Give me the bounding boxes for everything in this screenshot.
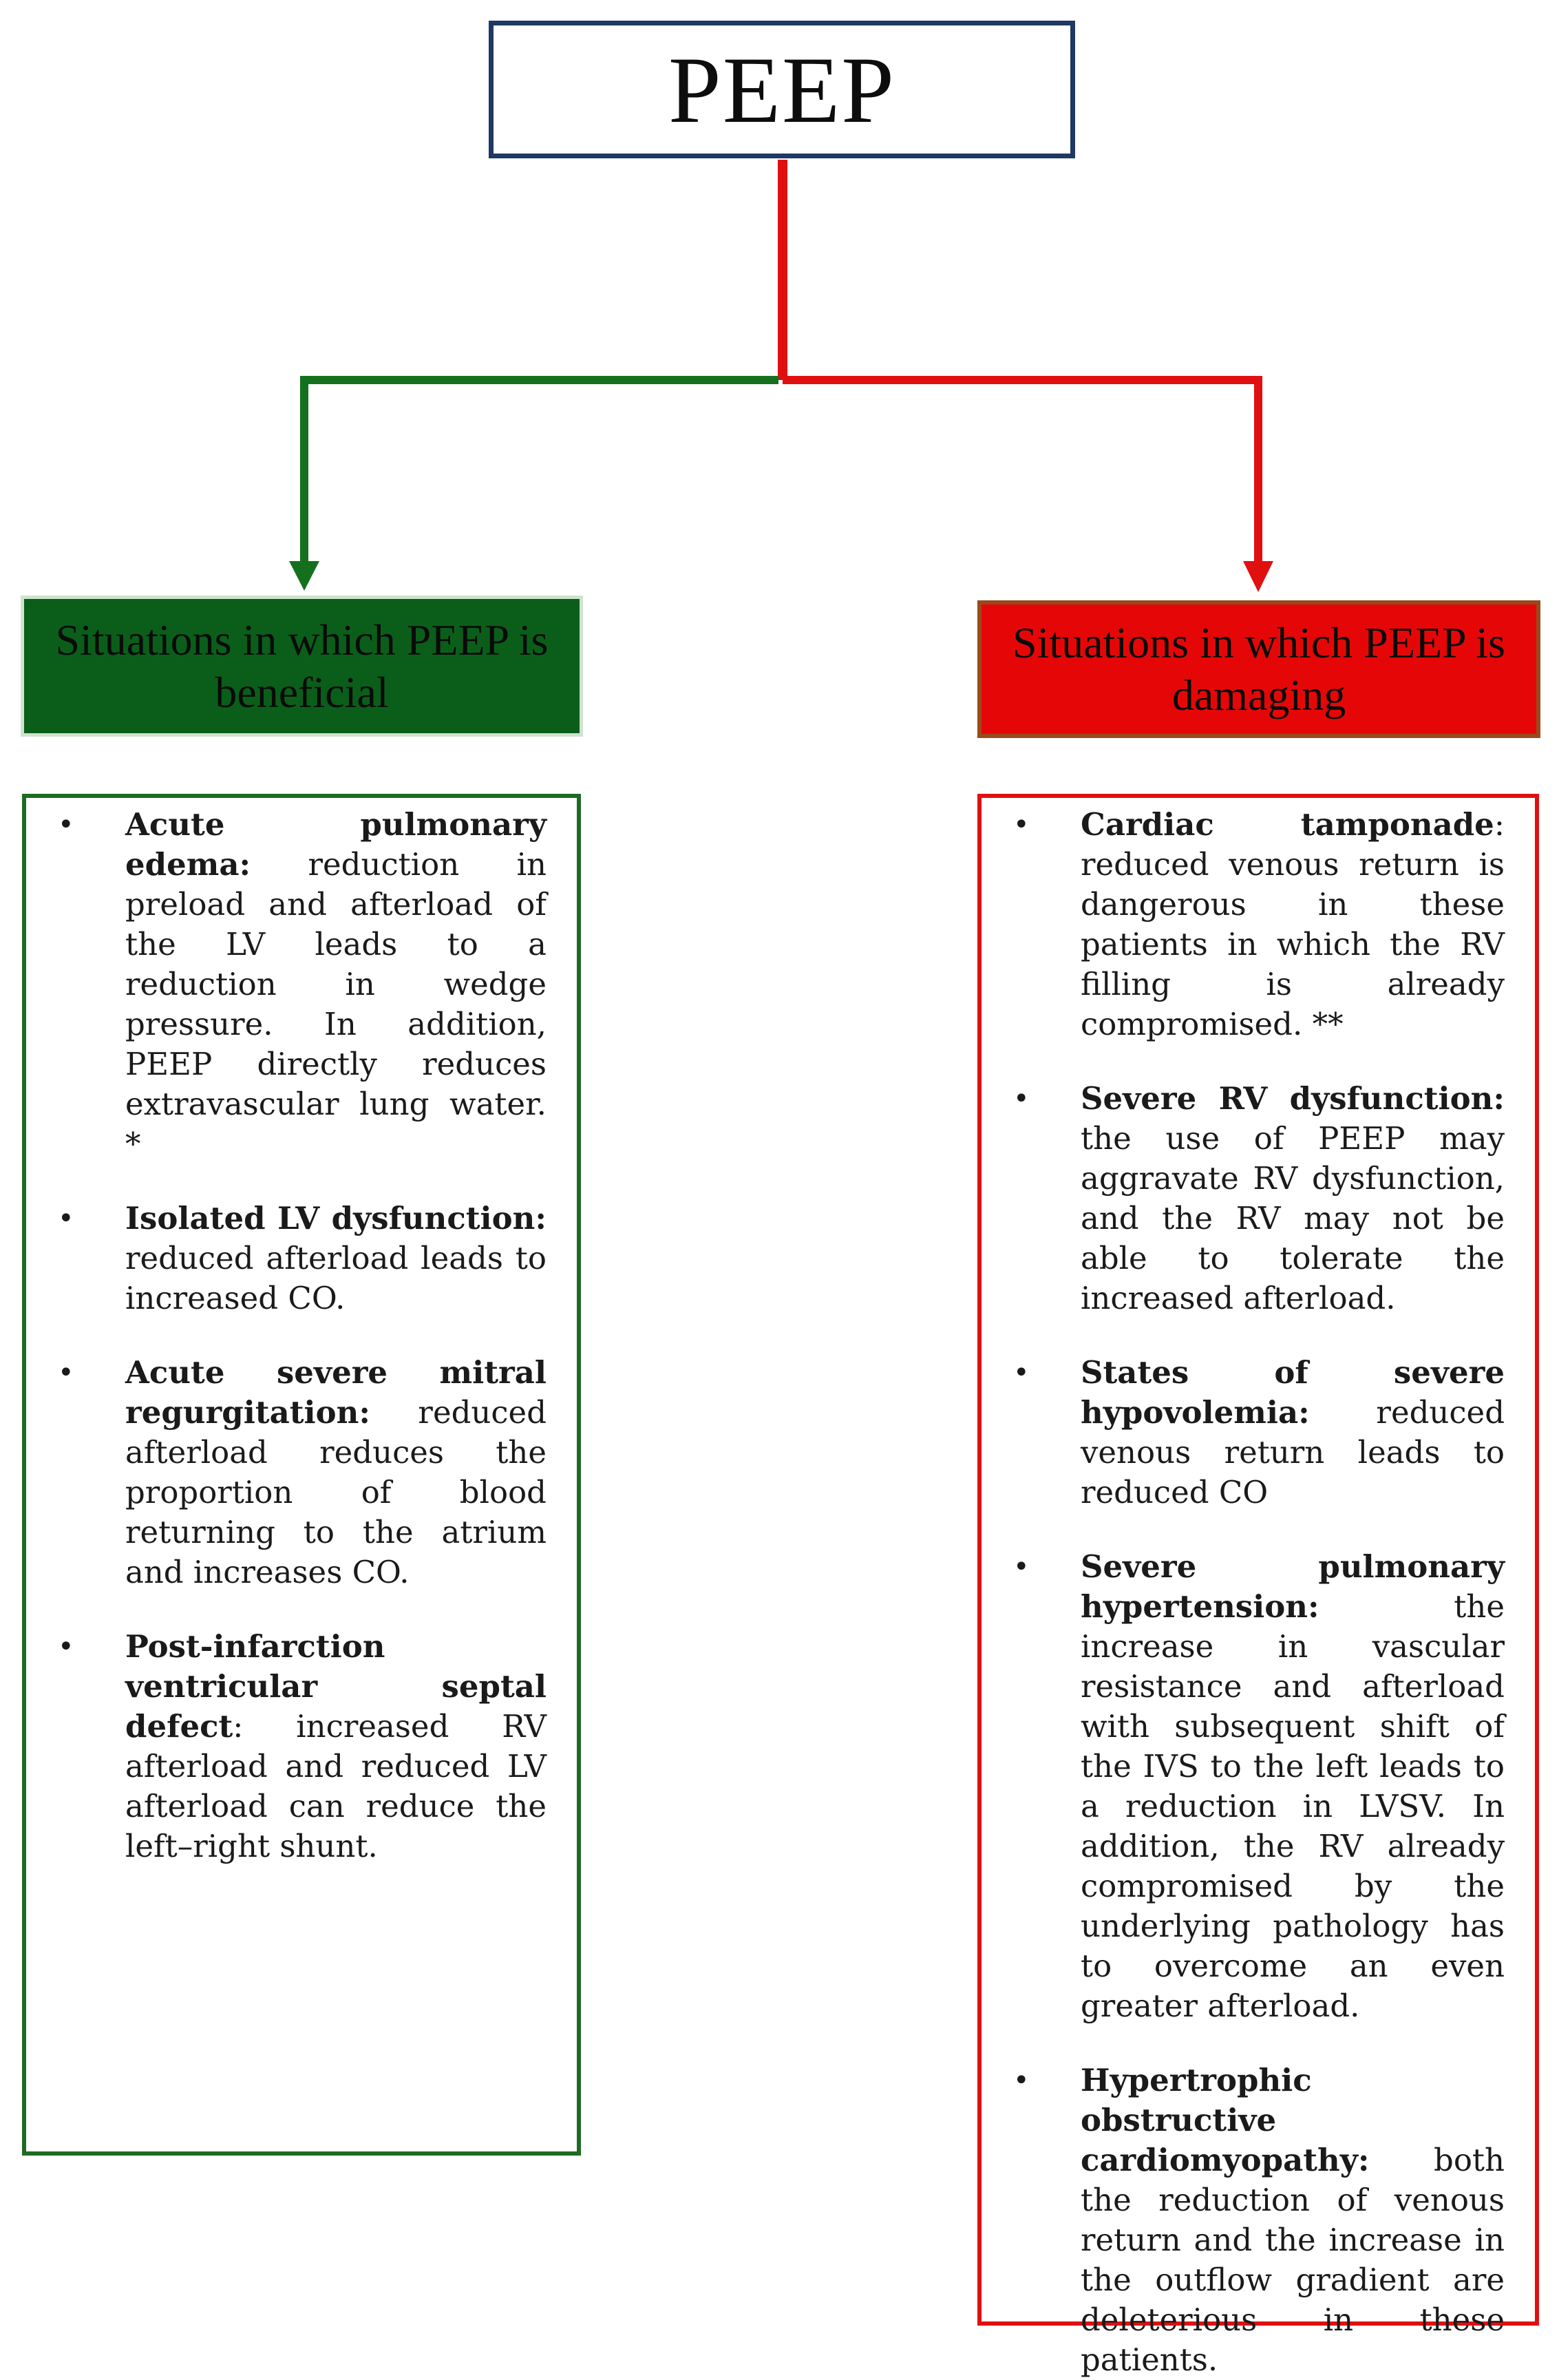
damaging-arrowhead: [1243, 561, 1273, 592]
damaging-panel: [977, 794, 1539, 2378]
bullet-icon: •: [1013, 809, 1030, 841]
beneficial-header-text: Situations in which PEEP is beneficial: [55, 615, 549, 717]
beneficial-branch-line: [304, 380, 778, 565]
damaging-branch-line: [783, 380, 1258, 565]
list-item: • Acute severe mitral regurgitation: reduced afterload reduces the proportion of blood returning to the atrium and increases CO.: [58, 1354, 547, 1590]
list-item: • Acute pulmonary edema: reduction in preload and afterload of the LV leads to a reduction in wedge pressure. In addition, PEEP directly reduces extravascular lung water. *: [58, 806, 547, 1162]
bullet-icon: •: [1013, 1551, 1030, 1583]
damaging-header: [977, 600, 1540, 738]
bullet-icon: •: [1013, 1357, 1030, 1389]
list-item: • Hypertrophic obstructive cardiomyopathy: both the reduction of venous return and the increase in the outflow gradient are deleterious in these patients.: [1013, 2062, 1505, 2378]
list-item: • Severe pulmonary hypertension: the increase in vascular resistance and afterload with subsequent shift of the IVS to the left leads to a reduction in LVSV. In addition, the RV already compromised by the underlying pathology has to overcome an even greater afterload.: [1013, 1548, 1505, 2024]
list-item: • Severe RV dysfunction: the use of PEEP may aggravate RV dysfunction, and the RV may not be able to tolerate the increased afterload.: [1013, 1080, 1505, 1316]
list-item: • Isolated LV dysfunction: reduced afterload leads to increased CO.: [58, 1200, 547, 1316]
list-item: • Post-infarction ventricular septal defect: increased RV afterload and reduced LV afterload can reduce the left–right shunt.: [58, 1628, 547, 1864]
beneficial-list: [26, 805, 577, 1866]
beneficial-header: [21, 596, 583, 737]
bullet-icon: •: [1013, 2065, 1030, 2096]
peep-root-box: [489, 21, 1075, 158]
bullet-icon: •: [58, 1631, 74, 1663]
damaging-header-text: Situations in which PEEP is damaging: [1012, 618, 1505, 719]
list-item: • Cardiac tamponade: reduced venous return is dangerous in these patients in which the RV filling is already compromised. **: [1013, 806, 1505, 1042]
bullet-icon: •: [1013, 1083, 1030, 1115]
bullet-icon: •: [58, 1203, 74, 1234]
beneficial-arrowhead: [289, 561, 319, 591]
damaging-list: [982, 805, 1535, 2380]
bullet-icon: •: [58, 809, 74, 841]
bullet-icon: •: [58, 1357, 74, 1389]
list-item: • States of severe hypovolemia: reduced venous return leads to reduced CO: [1013, 1354, 1505, 1510]
peep-title: PEEP: [668, 36, 896, 143]
beneficial-panel: [22, 794, 581, 2156]
